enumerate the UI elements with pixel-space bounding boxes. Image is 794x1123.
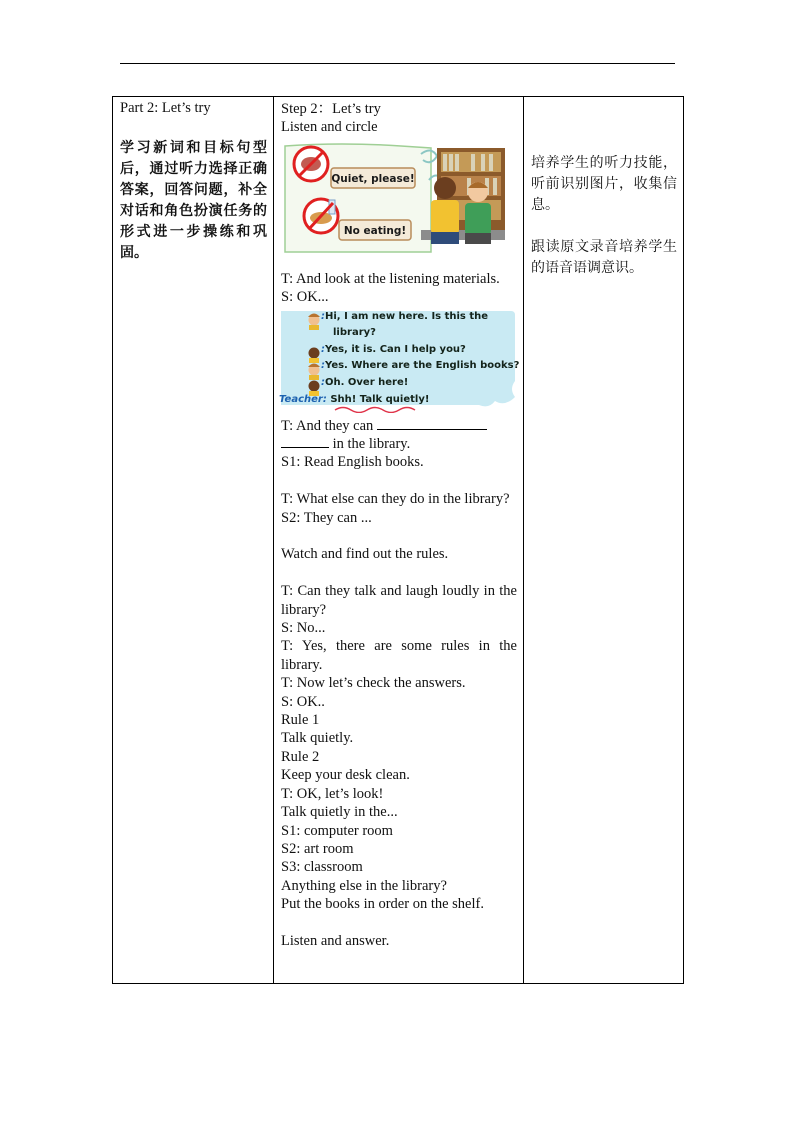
answer-blank [377, 429, 487, 430]
teacher-line-rules: T: Yes, there are some rules in the library. [281, 638, 517, 673]
teacher-line-what-else: T: What else can they do in the library? [281, 491, 510, 508]
sign-quiet-label: Quiet, please! [331, 172, 415, 185]
student-line-no: S: No... [281, 620, 326, 637]
header-rule [120, 63, 675, 64]
student-line-art-room: S2: art room [281, 840, 354, 857]
left-cell [113, 97, 274, 984]
step-title: Step 2：Let’s try [281, 101, 381, 117]
rule-1-text: Talk quietly. [281, 730, 354, 747]
part-title: Part 2: Let’s try [120, 100, 211, 116]
dialog-illustration [279, 309, 520, 413]
student-line-classroom: S3: classroom [281, 859, 363, 876]
teacher-line-in-library: in the library. [281, 435, 517, 453]
rule-2-label: Rule 2 [281, 748, 320, 765]
dialog-line: :Hi, I am new here. Is this the [321, 310, 489, 322]
right-cell [524, 97, 684, 984]
teacher-line-check: T: Now let’s check the answers. [281, 675, 466, 692]
task-watch-rules: Watch and find out the rules. [281, 546, 449, 563]
dialog-line: :Yes, it is. Can I help you? [321, 343, 466, 355]
student-line-ok: S: OK... [281, 289, 329, 306]
teacher-line-look: T: OK, let’s look! [281, 785, 384, 802]
teacher-line-listening: T: And look at the listening materials. [281, 270, 500, 287]
student-line-they-can: S2: They can ... [281, 509, 372, 526]
rule-books-order: Put the books in order on the shelf. [281, 896, 484, 913]
task-listen-circle: Listen and circle [281, 119, 378, 136]
purpose-pronunciation: 跟读原文录音培养学生的语音语调意识。 [531, 239, 677, 276]
purpose-listening-skill: 培养学生的听力技能，听前识别图片，收集信息。 [531, 155, 677, 213]
teacher-line-they-can: T: And they can [281, 417, 517, 435]
answer-blank [281, 447, 329, 448]
dialog-line: :Yes. Where are the English books? [321, 360, 520, 372]
sign-no-eating-label: No eating! [343, 224, 407, 237]
student-line-computer-room: S1: computer room [281, 822, 393, 839]
lesson-plan-table [112, 96, 684, 984]
library-signs-illustration [281, 140, 508, 256]
teacher-label: Teacher: [279, 393, 327, 405]
dialog-line: :Oh. Over here! [321, 377, 409, 388]
table-row [113, 97, 684, 984]
rule-2-text: Keep your desk clean. [281, 767, 410, 784]
talk-quietly-prompt: Talk quietly in the... [281, 804, 398, 821]
teacher-line-talk-laugh: T: Can they talk and laugh loudly in the library? [281, 583, 517, 618]
student-line-read: S1: Read English books. [281, 454, 424, 471]
question-anything-else: Anything else in the library? [281, 877, 447, 894]
rule-1-label: Rule 1 [281, 712, 320, 729]
part-description: 学习新词和目标句型后，通过听力选择正确答案，回答问题，补全对话和角色扮演任务的形式进一步操练和巩固。 [120, 140, 267, 262]
dialog-line: library? [333, 327, 376, 339]
dialog-teacher-line: Teacher: Shh! Talk quietly! [279, 393, 430, 405]
student-line-ok2: S: OK.. [281, 693, 325, 710]
middle-cell [274, 97, 524, 984]
task-listen-answer: Listen and answer. [281, 932, 390, 949]
